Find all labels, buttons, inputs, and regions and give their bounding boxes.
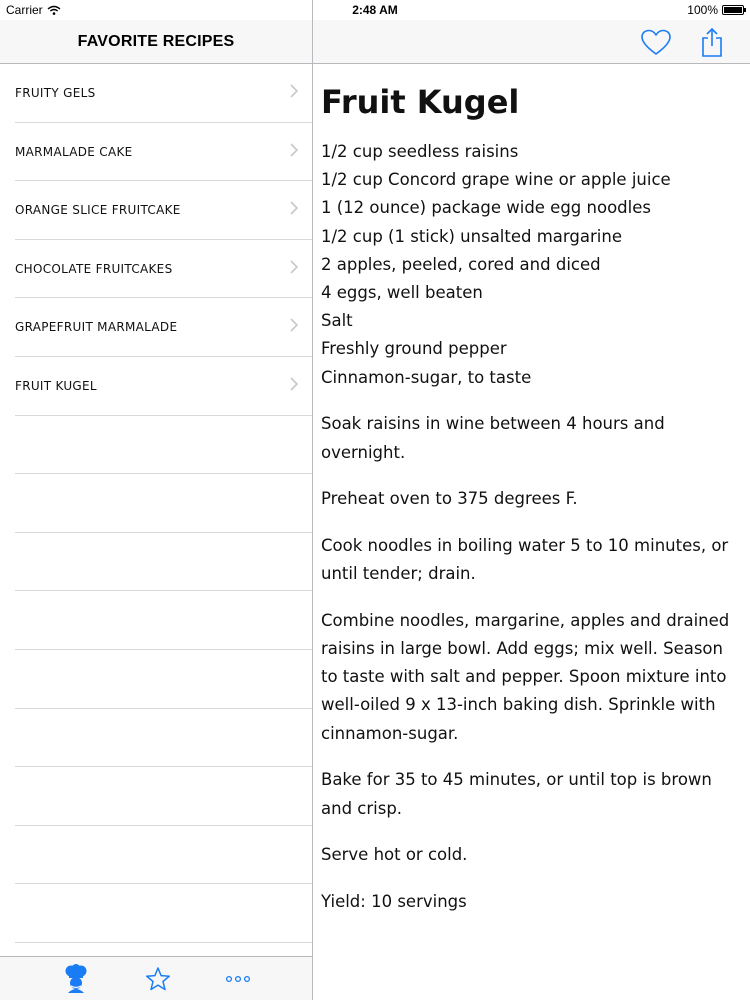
chevron-right-icon [290,260,298,274]
list-item[interactable] [15,64,312,123]
instruction-step: Preheat oven to 375 degrees F. [321,489,578,509]
empty-row [15,767,312,826]
ingredient: 2 apples, peeled, cored and diced [321,254,601,274]
instruction-step: Yield: 10 servings [321,891,467,911]
list-item-label: CHOCOLATE FRUITCAKES [15,261,173,276]
instruction-step: Serve hot or cold. [321,845,468,865]
chevron-right-icon [290,84,298,98]
empty-row [15,416,312,475]
list-item-label: GRAPEFRUIT MARMALADE [15,320,178,335]
list-item[interactable] [15,298,312,357]
list-item[interactable] [15,181,312,240]
ingredient: Cinnamon-sugar, to taste [321,367,532,387]
list-item[interactable] [15,357,312,416]
favorite-button[interactable] [639,25,673,59]
empty-row [15,591,312,650]
recipe-title: Fruit Kugel [321,83,520,121]
more-icon [225,975,251,983]
ingredient: 1/2 cup Concord grape wine or apple juice [321,170,671,190]
chevron-right-icon [290,143,298,157]
chevron-right-icon [290,318,298,332]
list-item-label: FRUIT KUGEL [15,378,97,393]
carrier-label: Carrier [6,3,43,17]
list-item-label: ORANGE SLICE FRUITCAKE [15,203,181,218]
tab-favorites[interactable] [138,963,178,995]
status-bar [0,0,750,20]
empty-row [15,474,312,533]
ingredient: 1 (12 ounce) package wide egg noodles [321,198,651,218]
chevron-right-icon [290,377,298,391]
list-item-label: MARMALADE CAKE [15,144,133,159]
detail-navigation-bar [313,20,750,64]
battery-icon [722,5,744,15]
empty-row [15,826,312,885]
empty-row [15,884,312,943]
instruction-step: Cook noodles in boiling water 5 to 10 minutes, or until tender; drain. [321,535,729,584]
ingredient: 1/2 cup seedless raisins [321,142,519,161]
instruction-step: Combine noodles, margarine, apples and drained raisins in large bowl. Add eggs; mix well. Season to taste with salt and pepper. Spoon mixture into well-oiled 9 x 13-inch baking dish. Sprinkle with cinnamon-sugar. [321,610,730,743]
instruction-step: Soak raisins in wine between 4 hours and overnight. [321,414,665,462]
master-navigation-bar [0,20,312,64]
battery-percent: 100% [687,3,718,17]
recipe-list [0,64,312,943]
heart-icon [641,29,671,56]
empty-row [15,533,312,592]
ingredient: 1/2 cup (1 stick) unsalted margarine [321,226,622,246]
ingredient: Freshly ground pepper [321,339,507,359]
share-button[interactable] [695,25,729,59]
page-title: FAVORITE RECIPES [77,33,235,50]
ingredient: 4 eggs, well beaten [321,283,483,303]
empty-row [15,709,312,768]
status-time: 2:48 AM [352,3,398,17]
tab-more[interactable] [218,963,258,995]
recipe-detail [313,64,750,1000]
list-item[interactable] [15,240,312,299]
ingredients-list [321,138,742,392]
empty-row [15,650,312,709]
tab-recipes[interactable] [56,963,96,995]
chevron-right-icon [290,201,298,215]
list-item[interactable] [15,123,312,182]
master-pane [0,0,313,1000]
chef-icon [63,964,89,994]
share-icon [701,27,723,57]
instruction-step: Bake for 35 to 45 minutes, or until top is brown and crisp. [321,770,712,818]
list-item-label: FRUITY GELS [15,86,96,100]
star-icon [145,966,171,992]
battery-indicator [687,3,744,17]
ingredient: Salt [321,311,353,331]
tab-bar [0,956,312,1000]
